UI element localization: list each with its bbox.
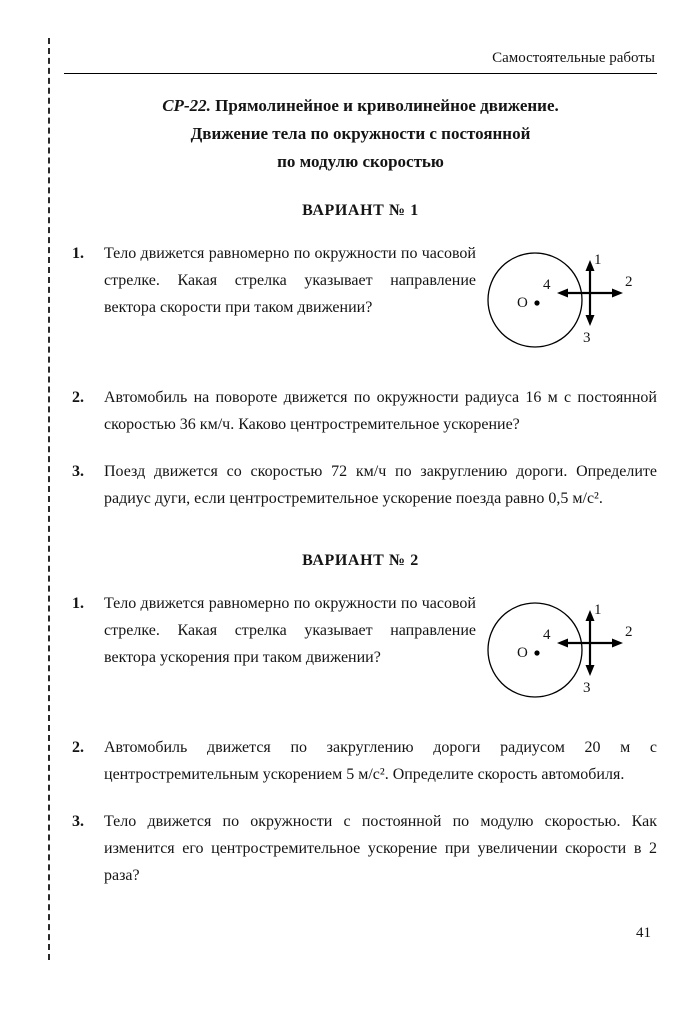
header-rule bbox=[64, 73, 657, 74]
variant1-problem-1 bbox=[64, 240, 657, 364]
variant2-problem-3 bbox=[64, 808, 657, 889]
page-number: 41 bbox=[636, 925, 651, 941]
problem-text: Тело движется по окружности с постоянной по модулю скоростью. Как изменится его центростремительное ускорение при увеличении скорости в 2 раза? bbox=[104, 813, 657, 884]
variant1-problem-3 bbox=[64, 458, 657, 512]
binding-dashed-line bbox=[48, 38, 50, 960]
circle-diagram-variant-2 bbox=[477, 580, 657, 714]
diagram-container-v1 bbox=[476, 230, 657, 364]
left-arrow-head bbox=[557, 639, 568, 648]
center-point-label: О bbox=[517, 645, 528, 661]
problem-text: Тело движется равномерно по окружности по часовой стрелке. Какая стрелка указывает направление вектора скорости при таком движении? bbox=[104, 245, 476, 316]
arrow-label-2: 2 bbox=[625, 274, 633, 290]
left-arrow-head bbox=[557, 289, 568, 298]
arrow-label-4: 4 bbox=[543, 277, 551, 293]
title-line-1 bbox=[64, 92, 657, 120]
problem-number: 2. bbox=[72, 739, 84, 756]
title-line-1-text: Прямолинейное и криволинейное движение. bbox=[215, 96, 559, 115]
arrow-label-4: 4 bbox=[543, 627, 551, 643]
variant2-problem-1 bbox=[64, 590, 657, 714]
diagram-container-v2 bbox=[476, 580, 657, 714]
page-content bbox=[64, 50, 657, 889]
center-dot bbox=[534, 300, 539, 305]
problem-text: Тело движется равномерно по окружности по часовой стрелке. Какая стрелка указывает направление вектора ускорения при таком движении? bbox=[104, 595, 476, 666]
variant1-problem-2 bbox=[64, 384, 657, 438]
circle-diagram-variant-1 bbox=[477, 230, 657, 364]
circle-path bbox=[488, 603, 582, 697]
running-header-text: Самостоятельные работы bbox=[492, 50, 655, 66]
center-dot bbox=[534, 650, 539, 655]
title-line-3: по модулю скоростью bbox=[277, 152, 444, 171]
running-header bbox=[64, 50, 657, 67]
center-point-label: О bbox=[517, 295, 528, 311]
problem-number: 1. bbox=[72, 595, 84, 612]
problem-number: 3. bbox=[72, 813, 84, 830]
arrow-label-3: 3 bbox=[583, 330, 591, 346]
variant-2-heading: ВАРИАНТ № 2 bbox=[302, 552, 419, 569]
problem-number: 1. bbox=[72, 245, 84, 262]
problem-text: Автомобиль движется по закруглению дороги радиусом 20 м с центростремительным ускорением 5 м/с². Определите скорость автомобиля. bbox=[104, 739, 657, 783]
arrow-label-3: 3 bbox=[583, 680, 591, 696]
problem-text: Автомобиль на повороте движется по окружности радиуса 16 м с постоянной скоростью 36 км/ч. Каково центростремительное ускорение? bbox=[104, 389, 657, 433]
right-arrow-head bbox=[612, 289, 623, 298]
worksheet-code: СР-22. bbox=[162, 96, 211, 115]
arrow-label-1: 1 bbox=[594, 602, 602, 618]
title-line-2: Движение тела по окружности с постоянной bbox=[190, 124, 531, 143]
problem-text: Поезд движется со скоростью 72 км/ч по закруглению дороги. Определите радиус дуги, если центростремительное ускорение поезда равно 0,5 м/с². bbox=[104, 463, 657, 507]
variant-1-heading: ВАРИАНТ № 1 bbox=[302, 202, 419, 219]
variant2-problem-2 bbox=[64, 734, 657, 788]
down-arrow-head bbox=[586, 665, 595, 676]
arrow-label-2: 2 bbox=[625, 624, 633, 640]
problem-number: 3. bbox=[72, 463, 84, 480]
circle-path bbox=[488, 253, 582, 347]
problem-number: 2. bbox=[72, 389, 84, 406]
worksheet-title bbox=[64, 92, 657, 176]
right-arrow-head bbox=[612, 639, 623, 648]
down-arrow-head bbox=[586, 315, 595, 326]
arrow-label-1: 1 bbox=[594, 252, 602, 268]
